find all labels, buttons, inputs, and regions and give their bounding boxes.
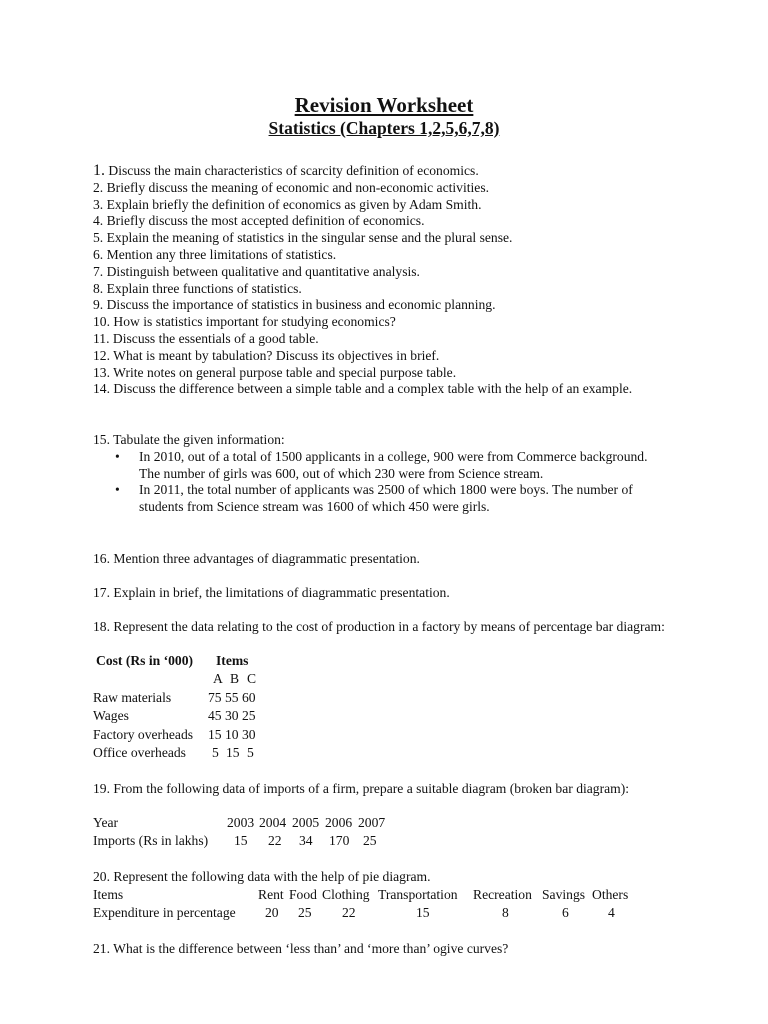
question-9: 9. Discuss the importance of statistics in business and economic planning.	[93, 297, 496, 313]
question-2: 2. Briefly discuss the meaning of economic and non-economic activities.	[93, 179, 490, 195]
question-11: 11. Discuss the essentials of a good table.	[93, 330, 319, 346]
question-12: 12. What is meant by tabulation? Discuss its objectives in brief.	[93, 347, 440, 363]
question-13: 13. Write notes on general purpose table and special purpose table.	[93, 364, 457, 380]
bullet-item: • In 2011, the total number of applicants was 2500 of which 1800 were boys. The number of students from Science stream was 1600 of which 450 were girls.	[115, 482, 633, 515]
header-items: Items	[216, 653, 249, 668]
question-15-bullets	[93, 449, 653, 516]
question-20-text: 20. Represent the following data with the help of pie diagram.	[93, 869, 431, 884]
worksheet-page: Revision Worksheet Statistics (Chapters 1,2,5,6,7,8) 1. Discuss the main characteristics of scarcity definition of economics. 2. Briefly discuss the meaning of economic and non-economic activities. 3. Explain briefly the definition of economics as given by Adam Smith. 4. Briefly discuss the most accepted definition of economics. 5. Explain the meaning of statistics in the singular sense and the plural sense. 6. Mention any three limitations of statistics. 7. Distinguish between qualitative and quantitative analysis. 8. Explain three functions of statistics. 9. Discuss the importance of statistics in business and economic planning. 10. How is statistics important for studying economics? 11. Discuss the essentials of a good table. 12. What is meant by tabulation? Discuss its objectives in brief. 13. Write notes on general purpose table and special purpose table. 14. Discuss the difference between a simple table and a complex table with the help of an example. 15. Tabulate the given information: • In 2010, out of a total of 1500 applicants in a college, 900 were from Commerce background. The number of girls was 600, out of which 230 were from Science stream. • In 2011, the total number of applicants was 2500 of which 1800 were boys. The number of students from Science stream was 1600 of which 450 were girls. 16. Mention three advantages of diagrammatic presentation. 17. Explain in brief, the limitations of diagrammatic presentation. 18. Represent the data relating to the cost of production in a factory by means of percentage bar diagram: Cost (Rs in ‘000) Items A B C Raw materials 75 55 60 Wages 45 30 25 Factory overheads 15 10 30 Office overheads 5 15 5 19. From the following data of imports of a firm, prepare a suitable diagram (broken bar diagram): Year 2003 2004 2005 2006 2007 Imports (Rs in lakhs) 15 22 34 170 25 20. Represent the following data with the help of pie diagram. Items Rent Food Clothing Transportation Recreation Savings Others Expenditure in percentage 20 25 22 15 8 6 4 21. What is the difference between ‘less than’ and ‘more than’ ogive curves?	[0, 0, 768, 1024]
column-b: B	[230, 671, 240, 687]
column-c: C	[247, 671, 257, 687]
question-14: 14. Discuss the difference between a simple table and a complex table with the help of an example.	[93, 381, 633, 397]
question-21: 21. What is the difference between ‘less than’ and ‘more than’ ogive curves?	[93, 941, 509, 956]
bullet-icon: •	[115, 482, 120, 498]
question-15	[93, 432, 653, 516]
question-list-1-14	[93, 163, 683, 398]
question-18-text: 18. Represent the data relating to the cost of production in a factory by means of percentage bar diagram:	[93, 619, 665, 634]
question-1: 1. Discuss the main characteristics of scarcity definition of economics.	[93, 162, 479, 179]
question-19-text: 19. From the following data of imports of a firm, prepare a suitable diagram (broken bar diagram):	[93, 781, 630, 796]
question-10: 10. How is statistics important for studying economics?	[93, 314, 396, 330]
column-a: A	[213, 671, 223, 687]
question-6: 6. Mention any three limitations of statistics.	[93, 246, 337, 262]
page-subtitle: Statistics (Chapters 1,2,5,6,7,8)	[268, 118, 500, 138]
question-17: 17. Explain in brief, the limitations of diagrammatic presentation.	[93, 585, 450, 600]
question-4: 4. Briefly discuss the most accepted definition of economics.	[93, 213, 425, 229]
question-5: 5. Explain the meaning of statistics in the singular sense and the plural sense.	[93, 230, 513, 246]
header-cost: Cost (Rs in ‘000)	[96, 653, 194, 668]
question-8: 8. Explain three functions of statistics.	[93, 280, 302, 296]
question-15-text: 15. Tabulate the given information:	[93, 432, 285, 447]
bullet-item: • In 2010, out of a total of 1500 applicants in a college, 900 were from Commerce background. The number of girls was 600, out of which 230 were from Science stream.	[115, 448, 648, 481]
question-16: 16. Mention three advantages of diagrammatic presentation.	[93, 551, 420, 566]
bullet-icon: •	[115, 448, 120, 464]
page-title: Revision Worksheet	[294, 93, 474, 117]
question-3: 3. Explain briefly the definition of economics as given by Adam Smith.	[93, 196, 482, 212]
question-7: 7. Distinguish between qualitative and quantitative analysis.	[93, 263, 420, 279]
